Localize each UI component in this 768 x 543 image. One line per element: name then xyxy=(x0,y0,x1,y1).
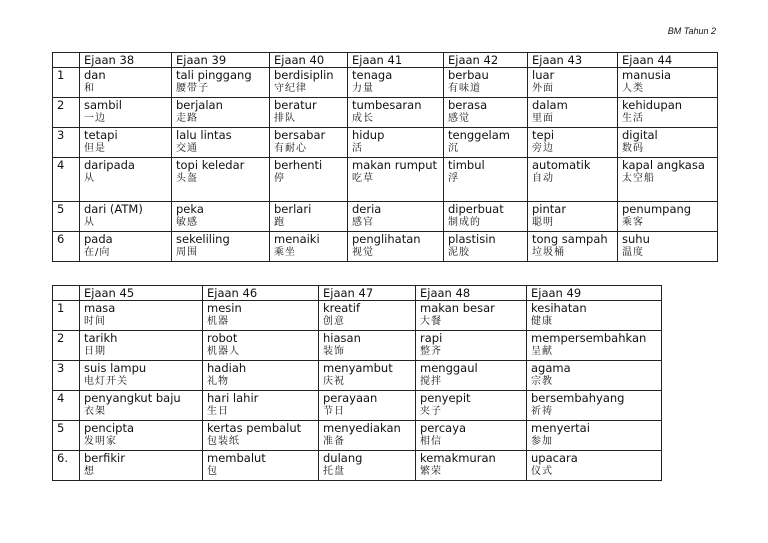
chinese-translation: 包装纸 xyxy=(207,436,240,447)
word-cell xyxy=(319,391,416,421)
table-row xyxy=(53,301,662,331)
word-cell xyxy=(444,128,528,158)
malay-word: upacara xyxy=(531,451,578,465)
chinese-translation: 制成的 xyxy=(448,217,481,228)
malay-word: penyangkut baju xyxy=(84,391,181,405)
malay-word: penumpang xyxy=(622,202,692,216)
table-row xyxy=(53,68,718,98)
chinese-translation: 走路 xyxy=(176,113,198,124)
row-number: 4 xyxy=(53,158,80,202)
word-cell xyxy=(444,232,528,262)
chinese-translation: 太空船 xyxy=(622,173,655,184)
word-cell xyxy=(527,361,662,391)
chinese-translation: 机器 xyxy=(207,316,229,327)
row-number: 1 xyxy=(53,301,80,331)
chinese-translation: 繁荣 xyxy=(420,466,442,477)
malay-word: menyertai xyxy=(531,421,590,435)
chinese-translation: 大餐 xyxy=(420,316,442,327)
malay-word: manusia xyxy=(622,68,672,82)
word-cell xyxy=(348,158,444,202)
malay-word: menyediakan xyxy=(323,421,401,435)
word-cell xyxy=(444,68,528,98)
word-cell xyxy=(319,331,416,361)
malay-word: penyepit xyxy=(420,391,471,405)
word-cell xyxy=(203,451,319,481)
malay-word: menggaul xyxy=(420,361,478,375)
word-cell xyxy=(80,451,203,481)
column-header: Ejaan 42 xyxy=(444,53,528,68)
malay-word: kesihatan xyxy=(531,301,587,315)
malay-word: berasa xyxy=(448,98,488,112)
table-row xyxy=(53,361,662,391)
malay-word: makan rumput xyxy=(352,158,438,172)
word-cell xyxy=(416,361,527,391)
word-cell xyxy=(618,202,718,232)
word-cell xyxy=(172,232,270,262)
column-header: Ejaan 40 xyxy=(270,53,348,68)
word-cell xyxy=(270,232,348,262)
row-number: 5 xyxy=(53,202,80,232)
word-cell xyxy=(416,391,527,421)
chinese-translation: 乘坐 xyxy=(274,247,296,258)
malay-word: plastisin xyxy=(448,232,496,246)
malay-word: hari lahir xyxy=(207,391,259,405)
chinese-translation: 自动 xyxy=(532,173,554,184)
column-header-number xyxy=(53,53,80,68)
chinese-translation: 创意 xyxy=(323,316,345,327)
word-cell xyxy=(444,98,528,128)
malay-word: kreatif xyxy=(323,301,361,315)
malay-word: diperbuat xyxy=(448,202,504,216)
malay-word: tali pinggang xyxy=(176,68,252,82)
word-cell xyxy=(348,98,444,128)
chinese-translation: 参加 xyxy=(531,436,553,447)
malay-word: dalam xyxy=(532,98,568,112)
word-cell xyxy=(80,421,203,451)
word-cell xyxy=(527,391,662,421)
chinese-translation: 一边 xyxy=(84,113,106,124)
word-cell xyxy=(528,232,618,262)
word-cell xyxy=(416,301,527,331)
chinese-translation: 有味道 xyxy=(448,83,481,94)
malay-word: digital xyxy=(622,128,658,142)
word-cell xyxy=(416,421,527,451)
row-number: 4 xyxy=(53,391,80,421)
row-number: 2 xyxy=(53,98,80,128)
column-header-number xyxy=(53,286,80,301)
chinese-translation: 从 xyxy=(84,217,95,228)
malay-word: membalut xyxy=(207,451,266,465)
malay-word: mesin xyxy=(207,301,242,315)
word-cell xyxy=(618,158,718,202)
malay-word: penglihatan xyxy=(352,232,421,246)
chinese-translation: 数码 xyxy=(622,143,644,154)
malay-word: daripada xyxy=(84,158,135,172)
malay-word: menyambut xyxy=(323,361,393,375)
word-cell xyxy=(528,202,618,232)
word-cell xyxy=(416,451,527,481)
malay-word: tetapi xyxy=(84,128,118,142)
word-cell xyxy=(527,301,662,331)
malay-word: mempersembahkan xyxy=(531,331,647,345)
table-header-row xyxy=(53,53,718,68)
malay-word: dari (ATM) xyxy=(84,202,143,216)
malay-word: bersembahyang xyxy=(531,391,625,405)
malay-word: hiasan xyxy=(323,331,361,345)
chinese-translation: 时间 xyxy=(84,316,106,327)
chinese-translation: 有耐心 xyxy=(274,143,307,154)
chinese-translation: 节日 xyxy=(323,406,345,417)
chinese-translation: 呈献 xyxy=(531,346,553,357)
word-cell xyxy=(348,68,444,98)
malay-word: perayaan xyxy=(323,391,378,405)
chinese-translation: 生活 xyxy=(622,113,644,124)
malay-word: robot xyxy=(207,331,238,345)
malay-word: tong sampah xyxy=(532,232,608,246)
word-cell xyxy=(203,421,319,451)
document-header: BM Tahun 2 xyxy=(667,26,716,36)
table-header-row xyxy=(53,286,662,301)
chinese-translation: 交通 xyxy=(176,143,198,154)
word-cell xyxy=(203,301,319,331)
chinese-translation: 视觉 xyxy=(352,247,374,258)
table-row xyxy=(53,451,662,481)
chinese-translation: 停 xyxy=(274,173,285,184)
malay-word: suhu xyxy=(622,232,650,246)
malay-word: rapi xyxy=(420,331,443,345)
column-header: Ejaan 38 xyxy=(80,53,172,68)
row-number: 2 xyxy=(53,331,80,361)
chinese-translation: 仪式 xyxy=(531,466,553,477)
malay-word: tumbesaran xyxy=(352,98,422,112)
word-cell xyxy=(80,331,203,361)
word-cell xyxy=(528,98,618,128)
chinese-translation: 沉 xyxy=(448,143,459,154)
malay-word: topi keledar xyxy=(176,158,245,172)
word-cell xyxy=(348,232,444,262)
spelling-table-2 xyxy=(52,285,662,481)
chinese-translation: 包 xyxy=(207,466,218,477)
word-cell xyxy=(319,361,416,391)
word-cell xyxy=(172,158,270,202)
column-header: Ejaan 46 xyxy=(203,286,319,301)
word-cell xyxy=(80,158,172,202)
table-row xyxy=(53,128,718,158)
row-number: 6 xyxy=(53,232,80,262)
malay-word: pada xyxy=(84,232,113,246)
word-cell xyxy=(618,232,718,262)
malay-word: pintar xyxy=(532,202,567,216)
malay-word: beratur xyxy=(274,98,317,112)
table-row xyxy=(53,331,662,361)
word-cell xyxy=(270,68,348,98)
chinese-translation: 宗教 xyxy=(531,376,553,387)
malay-word: kehidupan xyxy=(622,98,683,112)
malay-word: lalu lintas xyxy=(176,128,232,142)
malay-word: automatik xyxy=(532,158,591,172)
chinese-translation: 周围 xyxy=(176,247,198,258)
chinese-translation: 垃圾桶 xyxy=(532,247,565,258)
word-cell xyxy=(319,301,416,331)
malay-word: hidup xyxy=(352,128,385,142)
word-cell xyxy=(80,128,172,158)
word-cell xyxy=(270,128,348,158)
malay-word: hadiah xyxy=(207,361,247,375)
chinese-translation: 装饰 xyxy=(323,346,345,357)
chinese-translation: 成长 xyxy=(352,113,374,124)
malay-word: peka xyxy=(176,202,204,216)
column-header: Ejaan 44 xyxy=(618,53,718,68)
chinese-translation: 腰带子 xyxy=(176,83,209,94)
word-cell xyxy=(172,128,270,158)
word-cell xyxy=(80,202,172,232)
word-cell xyxy=(618,68,718,98)
chinese-translation: 聪明 xyxy=(532,217,554,228)
word-cell xyxy=(80,68,172,98)
chinese-translation: 温度 xyxy=(622,247,644,258)
table-row xyxy=(53,421,662,451)
chinese-translation: 日期 xyxy=(84,346,106,357)
malay-word: kemakmuran xyxy=(420,451,496,465)
chinese-translation: 感觉 xyxy=(448,113,470,124)
malay-word: sekeliling xyxy=(176,232,230,246)
chinese-translation: 头盔 xyxy=(176,173,198,184)
word-cell xyxy=(527,451,662,481)
word-cell xyxy=(444,158,528,202)
malay-word: tarikh xyxy=(84,331,118,345)
chinese-translation: 外面 xyxy=(532,83,554,94)
chinese-translation: 守纪律 xyxy=(274,83,307,94)
row-number: 3 xyxy=(53,361,80,391)
malay-word: sambil xyxy=(84,98,122,112)
chinese-translation: 力量 xyxy=(352,83,374,94)
chinese-translation: 跑 xyxy=(274,217,285,228)
chinese-translation: 活 xyxy=(352,143,363,154)
chinese-translation: 排队 xyxy=(274,113,296,124)
word-cell xyxy=(319,421,416,451)
malay-word: tenaga xyxy=(352,68,393,82)
malay-word: berdisiplin xyxy=(274,68,334,82)
chinese-translation: 电灯开关 xyxy=(84,376,128,387)
malay-word: dan xyxy=(84,68,106,82)
word-cell xyxy=(270,158,348,202)
malay-word: bersabar xyxy=(274,128,326,142)
word-cell xyxy=(270,98,348,128)
word-cell xyxy=(348,128,444,158)
word-cell xyxy=(80,391,203,421)
chinese-translation: 乘客 xyxy=(622,217,644,228)
chinese-translation: 搅拌 xyxy=(420,376,442,387)
chinese-translation: 生日 xyxy=(207,406,229,417)
chinese-translation: 礼物 xyxy=(207,376,229,387)
chinese-translation: 托盘 xyxy=(323,466,345,477)
malay-word: pencipta xyxy=(84,421,135,435)
chinese-translation: 在/向 xyxy=(84,247,111,258)
chinese-translation: 泥胶 xyxy=(448,247,470,258)
word-cell xyxy=(444,202,528,232)
column-header: Ejaan 45 xyxy=(80,286,203,301)
column-header: Ejaan 49 xyxy=(527,286,662,301)
word-cell xyxy=(528,128,618,158)
chinese-translation: 夹子 xyxy=(420,406,442,417)
chinese-translation: 准备 xyxy=(323,436,345,447)
malay-word: percaya xyxy=(420,421,467,435)
word-cell xyxy=(348,202,444,232)
column-header: Ejaan 43 xyxy=(528,53,618,68)
word-cell xyxy=(527,421,662,451)
column-header: Ejaan 48 xyxy=(416,286,527,301)
word-cell xyxy=(270,202,348,232)
row-number: 6. xyxy=(53,451,80,481)
word-cell xyxy=(172,68,270,98)
word-cell xyxy=(172,98,270,128)
chinese-translation: 吃草 xyxy=(352,173,374,184)
chinese-translation: 旁边 xyxy=(532,143,554,154)
malay-word: berbau xyxy=(448,68,489,82)
word-cell xyxy=(528,158,618,202)
malay-word: makan besar xyxy=(420,301,495,315)
malay-word: timbul xyxy=(448,158,485,172)
chinese-translation: 衣架 xyxy=(84,406,106,417)
row-number: 1 xyxy=(53,68,80,98)
malay-word: suis lampu xyxy=(84,361,147,375)
chinese-translation: 敏感 xyxy=(176,217,198,228)
column-header: Ejaan 39 xyxy=(172,53,270,68)
word-cell xyxy=(618,98,718,128)
chinese-translation: 整齐 xyxy=(420,346,442,357)
chinese-translation: 浮 xyxy=(448,173,459,184)
malay-word: berfikir xyxy=(84,451,125,465)
malay-word: dulang xyxy=(323,451,363,465)
chinese-translation: 相信 xyxy=(420,436,442,447)
word-cell xyxy=(319,451,416,481)
chinese-translation: 健康 xyxy=(531,316,553,327)
word-cell xyxy=(80,301,203,331)
word-cell xyxy=(172,202,270,232)
malay-word: kertas pembalut xyxy=(207,421,302,435)
word-cell xyxy=(528,68,618,98)
chinese-translation: 人类 xyxy=(622,83,644,94)
word-cell xyxy=(203,331,319,361)
chinese-translation: 想 xyxy=(84,466,95,477)
row-number: 3 xyxy=(53,128,80,158)
chinese-translation: 感官 xyxy=(352,217,374,228)
malay-word: berjalan xyxy=(176,98,223,112)
word-cell xyxy=(527,331,662,361)
word-cell xyxy=(203,361,319,391)
chinese-translation: 从 xyxy=(84,173,95,184)
word-cell xyxy=(80,361,203,391)
malay-word: berlari xyxy=(274,202,312,216)
malay-word: deria xyxy=(352,202,382,216)
table-row xyxy=(53,232,718,262)
malay-word: agama xyxy=(531,361,571,375)
spelling-table-1 xyxy=(52,52,718,262)
chinese-translation: 机器人 xyxy=(207,346,240,357)
word-cell xyxy=(80,232,172,262)
table-row xyxy=(53,158,718,202)
word-cell xyxy=(80,98,172,128)
chinese-translation: 里面 xyxy=(532,113,554,124)
malay-word: tepi xyxy=(532,128,555,142)
malay-word: kapal angkasa xyxy=(622,158,705,172)
table-row xyxy=(53,391,662,421)
malay-word: masa xyxy=(84,301,116,315)
chinese-translation: 和 xyxy=(84,83,95,94)
row-number: 5 xyxy=(53,421,80,451)
word-cell xyxy=(203,391,319,421)
column-header: Ejaan 41 xyxy=(348,53,444,68)
chinese-translation: 庆祝 xyxy=(323,376,345,387)
malay-word: menaiki xyxy=(274,232,320,246)
table-row xyxy=(53,202,718,232)
malay-word: tenggelam xyxy=(448,128,510,142)
chinese-translation: 发明家 xyxy=(84,436,117,447)
malay-word: luar xyxy=(532,68,555,82)
word-cell xyxy=(618,128,718,158)
chinese-translation: 祈祷 xyxy=(531,406,553,417)
word-cell xyxy=(416,331,527,361)
malay-word: berhenti xyxy=(274,158,323,172)
table-row xyxy=(53,98,718,128)
chinese-translation: 但是 xyxy=(84,143,106,154)
column-header: Ejaan 47 xyxy=(319,286,416,301)
